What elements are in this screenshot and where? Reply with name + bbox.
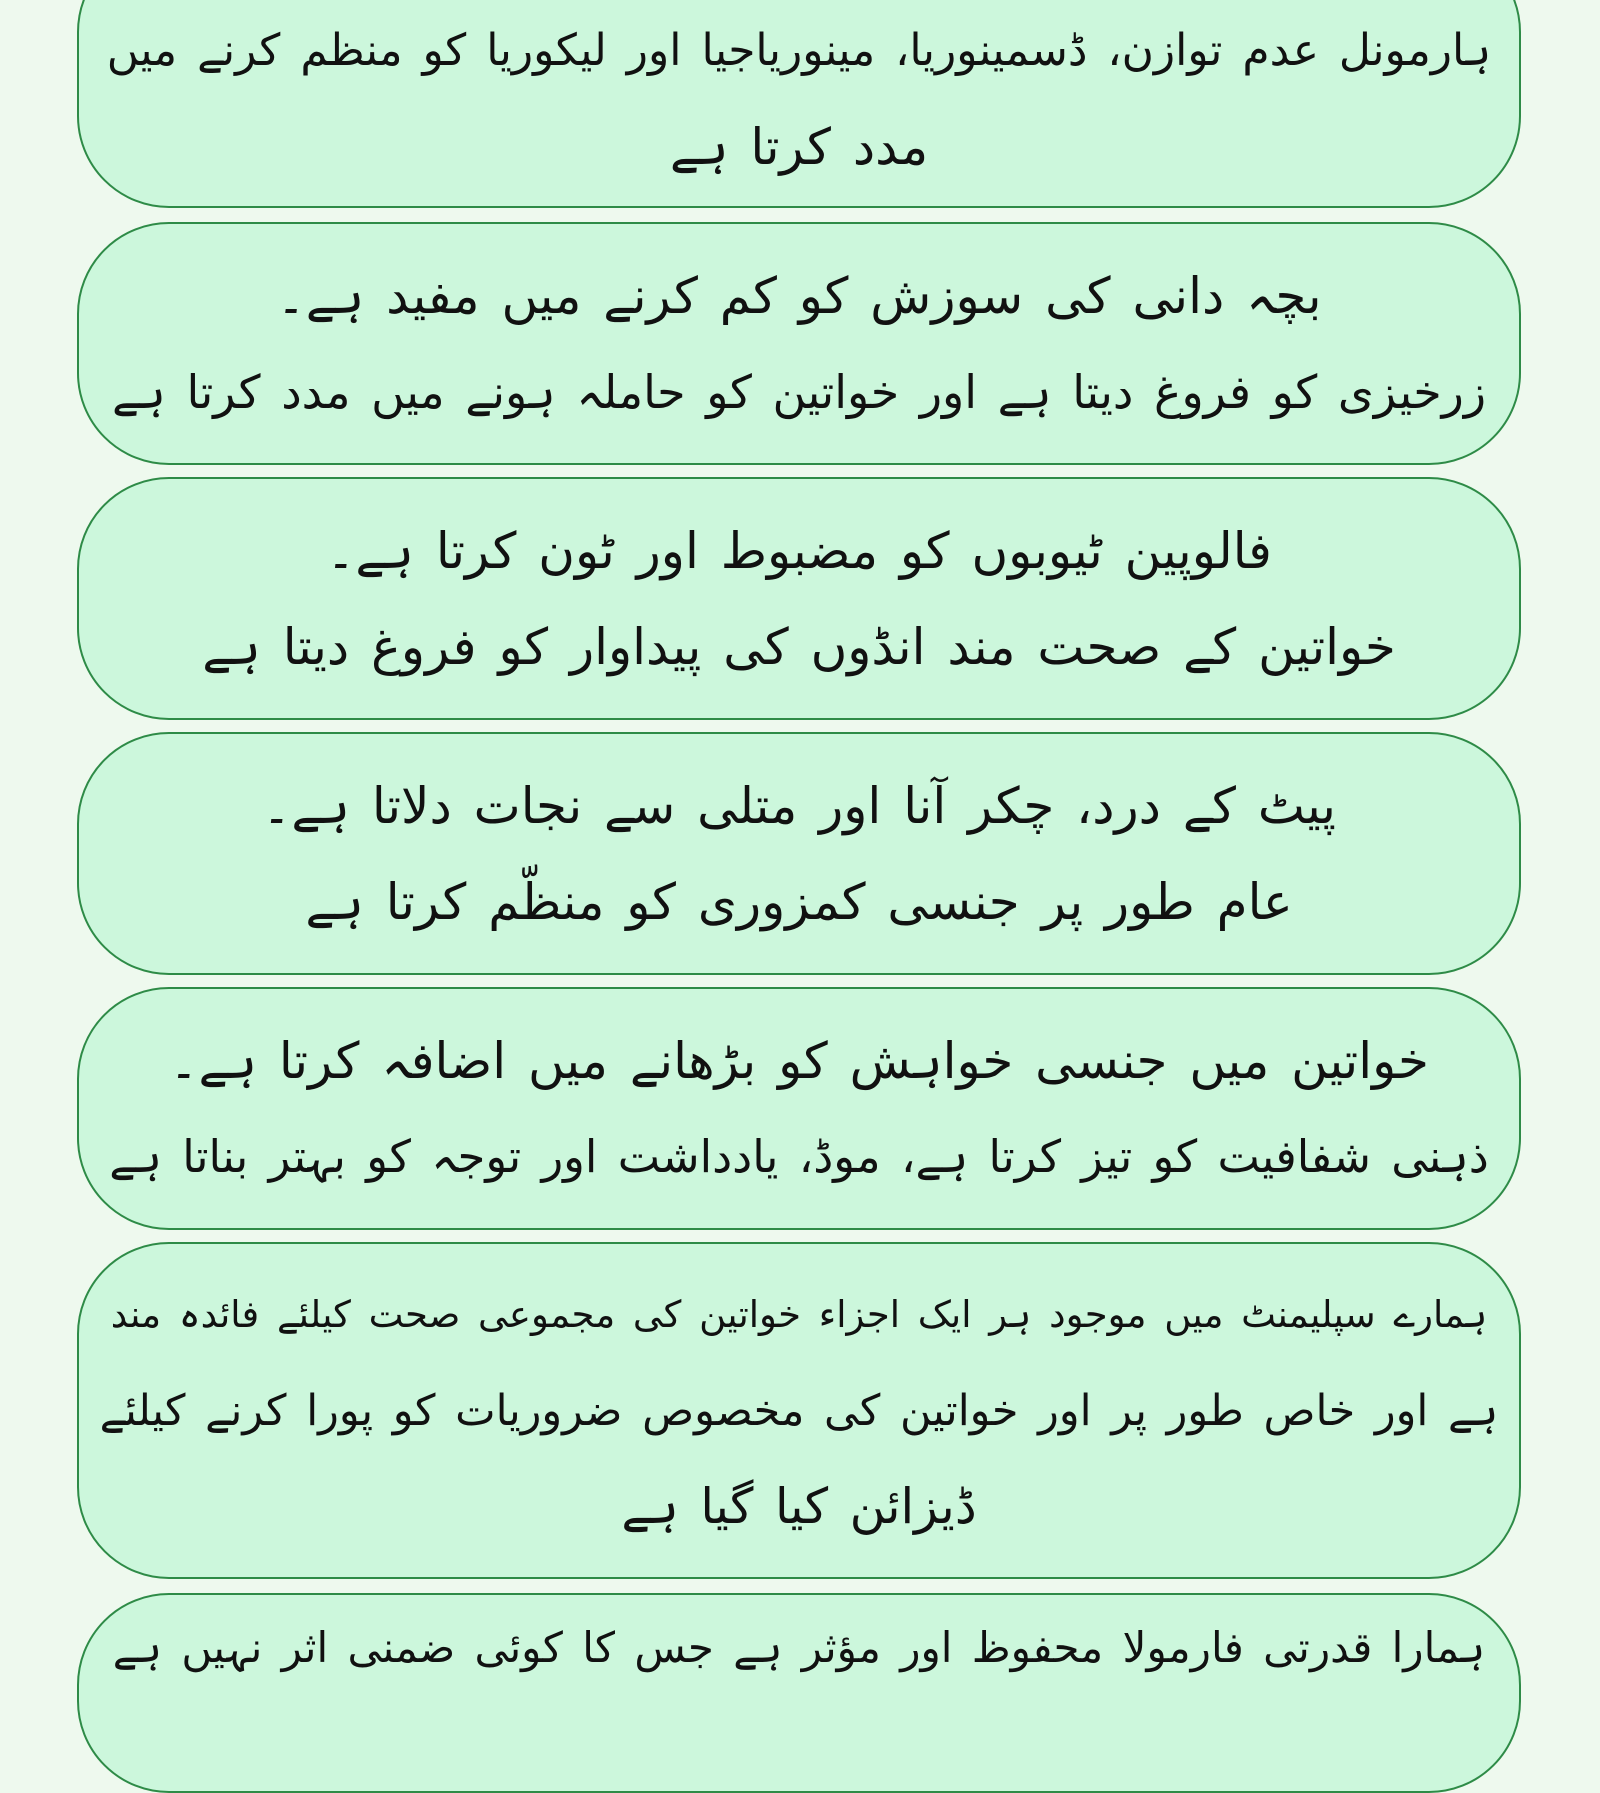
benefit-card-fallopian-tubes bbox=[77, 477, 1521, 720]
card-text-line: ہمارے سپلیمنٹ میں موجود ہر ایک اجزاء خواتین کی مجموعی صحت کیلئے فائدہ مند bbox=[110, 1292, 1488, 1336]
card-text-line: ہارمونل عدم توازن، ڈسمینوریا، مینوریاجیا اور لیکوریا کو منظم کرنے میں bbox=[106, 25, 1492, 76]
benefit-card-hormonal-balance bbox=[77, 0, 1521, 208]
card-text-line: ڈیزائن کیا گیا ہے bbox=[621, 1477, 977, 1535]
benefit-card-natural-formula bbox=[77, 1593, 1521, 1793]
card-text-line: ہمارا قدرتی فارمولا محفوظ اور مؤثر ہے جس کا کوئی ضمنی اثر نہیں ہے bbox=[112, 1623, 1486, 1672]
benefit-card-libido-mental-clarity bbox=[77, 987, 1521, 1230]
card-text-line: خواتین میں جنسی خواہش کو بڑھانے میں اضافہ کرتا ہے۔ bbox=[169, 1031, 1429, 1090]
card-text-line: زرخیزی کو فروغ دیتا ہے اور خواتین کو حاملہ ہونے میں مدد کرتا ہے bbox=[111, 364, 1487, 419]
benefit-card-fertility bbox=[77, 222, 1521, 465]
card-text-line: مدد کرتا ہے bbox=[669, 118, 929, 176]
benefit-card-ingredients bbox=[77, 1242, 1521, 1579]
card-text-line: بچہ دانی کی سوزش کو کم کرنے میں مفید ہے۔ bbox=[276, 266, 1322, 325]
card-text-line: خواتین کے صحت مند انڈوں کی پیداوار کو فروغ دیتا ہے bbox=[202, 617, 1396, 676]
card-text-line: پیٹ کے درد، چکر آنا اور متلی سے نجات دلاتا ہے۔ bbox=[262, 776, 1336, 835]
benefit-card-pain-relief bbox=[77, 732, 1521, 975]
card-text-line: فالوپین ٹیوبوں کو مضبوط اور ٹون کرتا ہے۔ bbox=[326, 521, 1272, 580]
card-text-line: ذہنی شفافیت کو تیز کرتا ہے، موڈ، یادداشت اور توجہ کو بہتر بناتا ہے bbox=[109, 1129, 1489, 1183]
card-text-line: عام طور پر جنسی کمزوری کو منظّم کرتا ہے bbox=[305, 872, 1293, 931]
card-text-line: ہے اور خاص طور پر اور خواتین کی مخصوص ضروریات کو پورا کرنے کیلئے bbox=[99, 1385, 1499, 1436]
